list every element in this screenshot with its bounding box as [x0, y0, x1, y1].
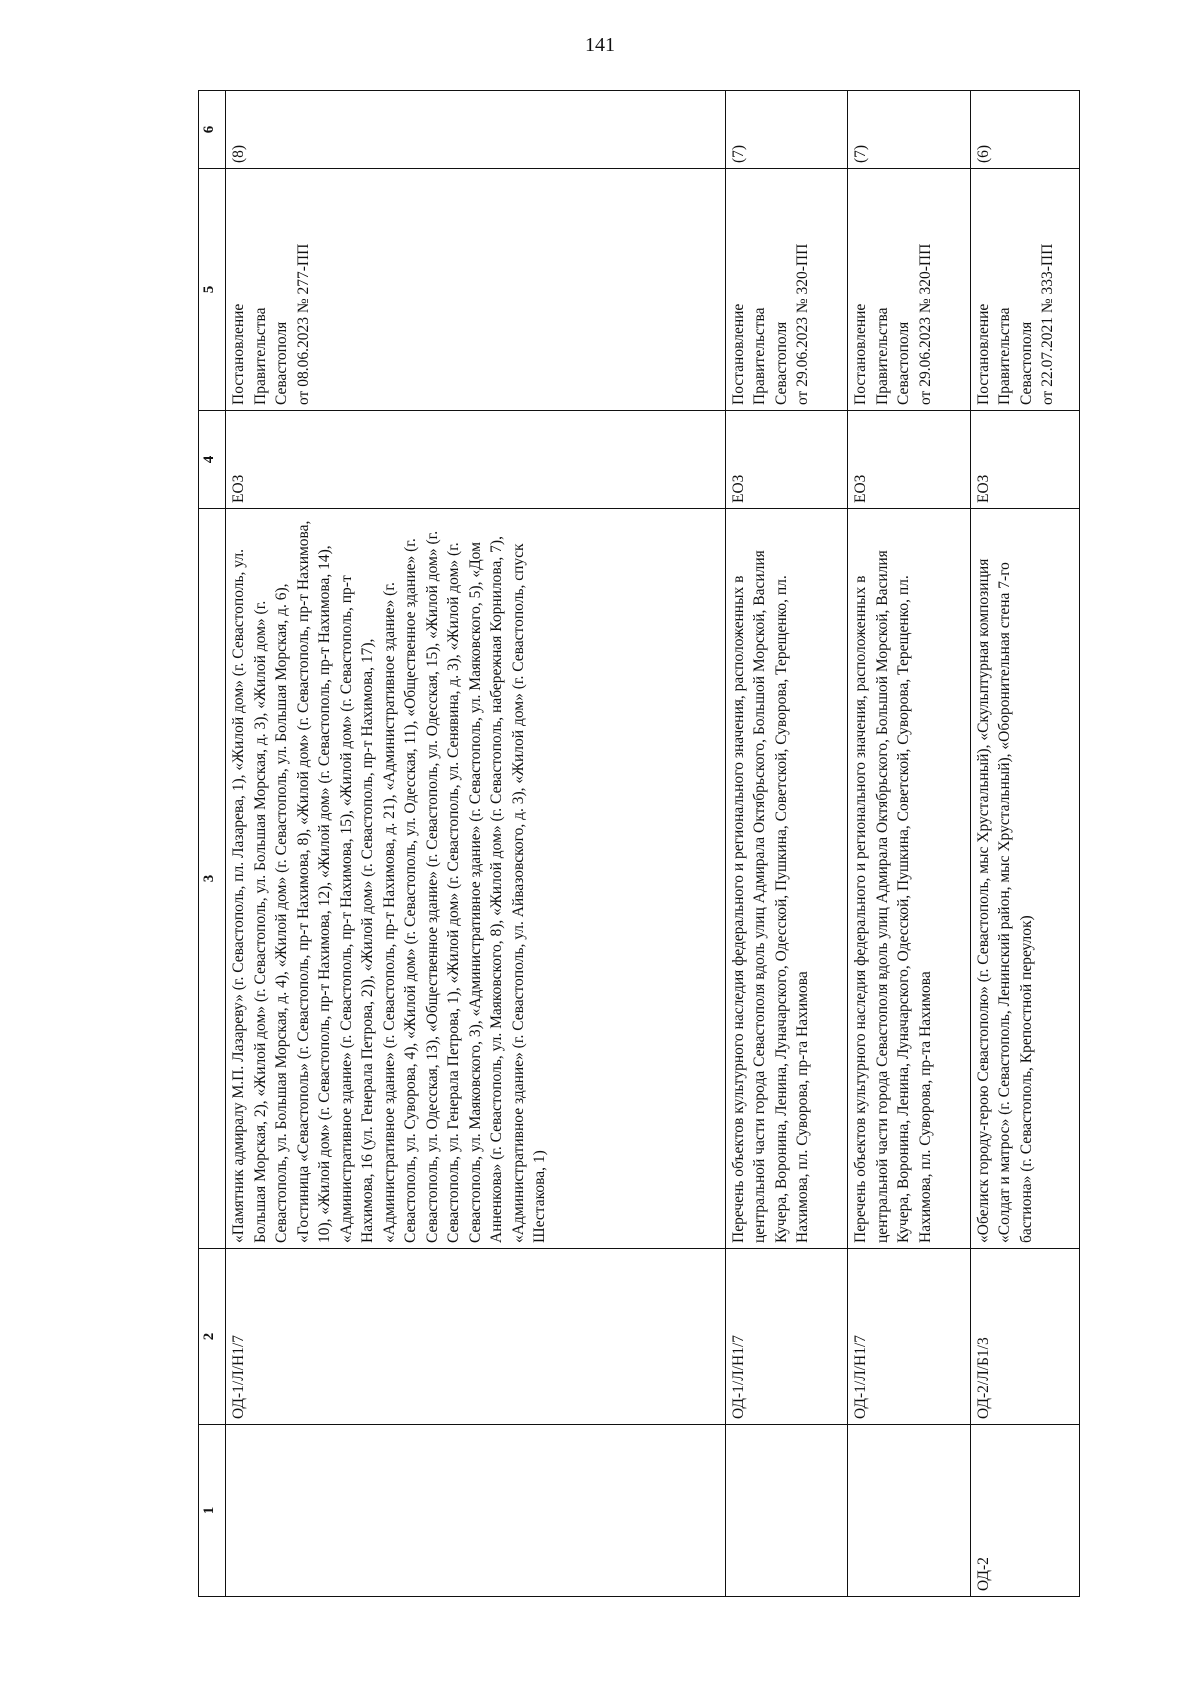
table-row	[848, 91, 970, 1597]
zone-type-cell: ЕОЗ	[848, 411, 970, 509]
subzone-code-cell: ОД-1/Л/Н1/7	[848, 1249, 970, 1425]
note-cell: (6)	[970, 91, 1079, 169]
objects-list-cell: «Обелиск городу-герою Севастополю» (г. Севастополь, мыс Хрустальный), «Скульптурная композиция «Солдат и матрос» (г. Севастополь, Ленинский район, мыс Хрустальный), «Оборонительная стена 7-го бастиона» (г. Севастополь, Крепостной переулок)	[970, 509, 1079, 1249]
regulation-line-1: Постановление	[729, 303, 747, 405]
header-cell-2: 2	[199, 1249, 226, 1425]
regulation-cell	[725, 169, 847, 411]
note-cell: (8)	[226, 91, 726, 169]
table-row	[970, 91, 1079, 1597]
zone-code-cell: ОД-2	[970, 1425, 1079, 1597]
header-cell-5: 5	[199, 169, 226, 411]
regulation-line-3: Севастополя	[895, 321, 913, 405]
objects-list-cell: Перечень объектов культурного наследия федерального и регионального значения, расположенных в центральной части города Севастополя вдоль улиц Адмирала Октябрьского, Большой Морской, Василия Кучера, Воронина, Ленина, Луначарского, Одесской, Пушкина, Советской, Суворова, Терещенко, пл. Нахимова, пл. Суворова, пр-та Нахимова	[725, 509, 847, 1249]
header-cell-3: 3	[199, 509, 226, 1249]
note-cell: (7)	[725, 91, 847, 169]
zone-type-cell: ЕОЗ	[970, 411, 1079, 509]
regulation-line-3: Севастополя	[772, 321, 790, 405]
subzone-code-cell: ОД-1/Л/Н1/7	[226, 1249, 726, 1425]
header-row	[199, 91, 226, 1597]
zone-type-cell: ЕОЗ	[226, 411, 726, 509]
zone-code-cell	[848, 1425, 970, 1597]
regulation-line-3: Севастополя	[1017, 321, 1035, 405]
regulation-cell	[970, 169, 1079, 411]
zones-table	[198, 90, 1080, 1597]
regulation-line-4: от 29.06.2023 № 320-ПП	[916, 243, 934, 405]
regulation-line-4: от 29.06.2023 № 320-ПП	[794, 243, 812, 405]
regulation-line-4: от 22.07.2021 № 333-ПП	[1039, 243, 1057, 405]
subzone-code-cell: ОД-2/Л/Б1/3	[970, 1249, 1079, 1425]
table-row	[725, 91, 847, 1597]
table-row	[226, 91, 726, 1597]
regulation-cell	[848, 169, 970, 411]
regulation-line-2: Правительства	[251, 307, 269, 405]
regulation-line-2: Правительства	[996, 307, 1014, 405]
page-number: 141	[585, 34, 615, 56]
regulation-line-1: Постановление	[852, 303, 870, 405]
regulation-line-2: Правительства	[873, 307, 891, 405]
header-cell-4: 4	[199, 411, 226, 509]
header-cell-6: 6	[199, 91, 226, 169]
regulation-line-2: Правительства	[751, 307, 769, 405]
subzone-code-cell: ОД-1/Л/Н1/7	[725, 1249, 847, 1425]
regulation-line-3: Севастополя	[273, 321, 291, 405]
objects-list-cell: «Памятник адмиралу М.П. Лазареву» (г. Севастополь, пл. Лазарева, 1), «Жилой дом» (г. Севастополь, ул. Большая Морская, 2), «Жилой дом» (г. Севастополь, ул. Большая Морская, д. 3), «Жилой дом» (г. Севастополь, ул. Большая Морская, д. 4), «Жилой дом» (г. Севастополь, ул. Большая Морская, д. 6), «Гостиница «Севастополь» (г. Севастополь, пр-т Нахимова, 8), «Жилой дом» (г. Севастополь, пр-т Нахимова, 10), «Жилой дом» (г. Севастополь, пр-т Нахимова, 12), «Жилой дом» (г. Севастополь, пр-т Нахимова, 14), «Административное здание» (г. Севастополь, пр-т Нахимова, 15), «Жилой дом» (г. Севастополь, пр-т Нахимова, 16 (ул. Генерала Петрова, 2)), «Жилой дом» (г. Севастополь, пр-т Нахимова, 17), «Административное здание» (г. Севастополь, пр-т Нахимова, д. 21), «Административное здание» (г. Севастополь, ул. Суворова, 4), «Жилой дом» (г. Севастополь, ул. Одесская, 11), «Общественное здание» (г. Севастополь, ул. Одесская, 13), «Общественное здание» (г. Севастополь, ул. Одесская, 15), «Жилой дом» (г. Севастополь, ул. Генерала Петрова, 1), «Жилой дом» (г. Севастополь, ул. Сенявина, д. 3), «Жилой дом» (г. Севастополь, ул. Маяковского, 3), «Административное здание» (г. Севастополь, ул. Маяковского, 5), «Дом Анненкова» (г. Севастополь, ул. Маяковского, 8), «Жилой дом» (г. Севастополь, набережная Корнилова, 7), «Административное здание» (г. Севастополь, ул. Айвазовского, д. 3), «Жилой дом» (г. Севастополь, спуск Шестакова, 1)	[226, 509, 726, 1249]
header-cell-1: 1	[199, 1425, 226, 1597]
zone-code-cell	[725, 1425, 847, 1597]
regulation-line-1: Постановление	[230, 303, 248, 405]
rotated-table-container	[198, 91, 1080, 1597]
zone-type-cell: ЕОЗ	[725, 411, 847, 509]
regulation-cell	[226, 169, 726, 411]
regulation-line-1: Постановление	[974, 303, 992, 405]
note-cell: (7)	[848, 91, 970, 169]
objects-list-cell: Перечень объектов культурного наследия федерального и регионального значения, расположенных в центральной части города Севастополя вдоль улиц Адмирала Октябрьского, Большой Морской, Василия Кучера, Воронина, Ленина, Луначарского, Одесской, Пушкина, Советской, Суворова, Терещенко, пл. Нахимова, пл. Суворова, пр-та Нахимова	[848, 509, 970, 1249]
regulation-line-4: от 08.06.2023 № 277-ПП	[294, 243, 312, 405]
zone-code-cell	[226, 1425, 726, 1597]
